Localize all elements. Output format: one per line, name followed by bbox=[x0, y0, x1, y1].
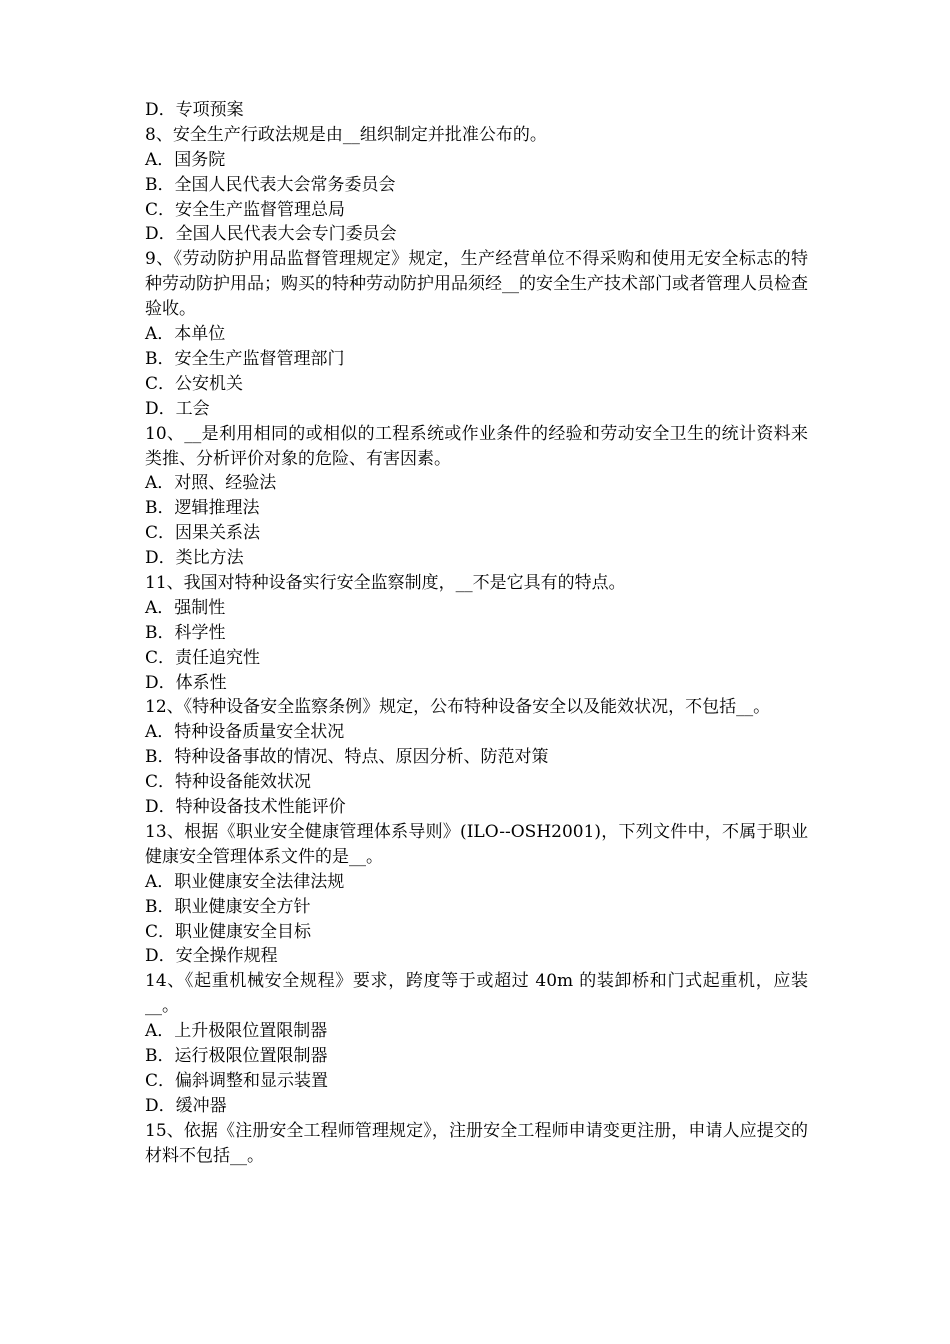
option-text: B．逻辑推理法 bbox=[145, 498, 260, 519]
option-text: D．专项预案 bbox=[145, 100, 244, 120]
option-text: A．本单位 bbox=[145, 324, 226, 345]
option-text: D．安全操作规程 bbox=[145, 946, 278, 967]
option-text: D．体系性 bbox=[145, 672, 227, 693]
document-body bbox=[145, 98, 808, 1169]
option-text: C．特种设备能效状况 bbox=[145, 772, 312, 793]
option-text: A．上升极限位置限制器 bbox=[145, 1021, 328, 1042]
option-text: D．类比方法 bbox=[145, 548, 244, 569]
question-text: 8、安全生产行政法规是由__组织制定并批准公布的。 bbox=[145, 124, 547, 145]
option-text: C．责任追究性 bbox=[145, 647, 261, 668]
option-text: C．安全生产监督管理总局 bbox=[145, 199, 346, 220]
question-text: 11、我国对特种设备实行安全监察制度，__不是它具有的特点。 bbox=[145, 573, 626, 594]
option-text: D．工会 bbox=[145, 398, 210, 419]
question-text: 9、《劳动防护用品监督管理规定》规定，生产经营单位不得采购和使用无安全标志的特种劳动防护用品；购买的特种劳动防护用品须经__的安全生产技术部门或者管理人员检查验收。 bbox=[145, 249, 808, 320]
option-text: B．安全生产监督管理部门 bbox=[145, 348, 345, 369]
option-text: B．科学性 bbox=[145, 622, 226, 643]
question-text: 12、《特种设备安全监察条例》规定，公布特种设备安全以及能效状况，不包括__。 bbox=[145, 697, 771, 718]
option-text: D．特种设备技术性能评价 bbox=[145, 797, 346, 818]
option-text: D．全国人民代表大会专门委员会 bbox=[145, 224, 397, 245]
option-text: A．强制性 bbox=[145, 597, 226, 618]
option-text: C．职业健康安全目标 bbox=[145, 921, 312, 942]
option-text: B．特种设备事故的情况、特点、原因分析、防范对策 bbox=[145, 747, 549, 768]
option-text: A．对照、经验法 bbox=[145, 473, 277, 494]
option-text: C．公安机关 bbox=[145, 373, 244, 394]
option-text: C．因果关系法 bbox=[145, 523, 261, 544]
question-text: 13、根据《职业安全健康管理体系导则》(ILO--OSH2001)，下列文件中，不属于职业健康安全管理体系文件的是__。 bbox=[145, 821, 808, 867]
option-text: B．运行极限位置限制器 bbox=[145, 1046, 328, 1067]
option-text: B．全国人民代表大会常务委员会 bbox=[145, 174, 396, 195]
option-text: A．职业健康安全法律法规 bbox=[145, 871, 345, 892]
option-text: B．职业健康安全方针 bbox=[145, 896, 311, 917]
question-text: 10、__是利用相同的或相似的工程系统或作业条件的经验和劳动安全卫生的统计资料来类推、分析评价对象的危险、有害因素。 bbox=[145, 423, 808, 469]
option-text: A．国务院 bbox=[145, 149, 226, 170]
option-text: C．偏斜调整和显示装置 bbox=[145, 1070, 329, 1091]
question-text: 14、《起重机械安全规程》要求，跨度等于或超过 40m 的装卸桥和门式起重机，应装__。 bbox=[145, 971, 808, 1017]
option-text: D．缓冲器 bbox=[145, 1095, 227, 1116]
question-text: 15、依据《注册安全工程师管理规定》，注册安全工程师申请变更注册，申请人应提交的材料不包括__。 bbox=[145, 1120, 808, 1166]
option-text: A．特种设备质量安全状况 bbox=[145, 722, 345, 743]
